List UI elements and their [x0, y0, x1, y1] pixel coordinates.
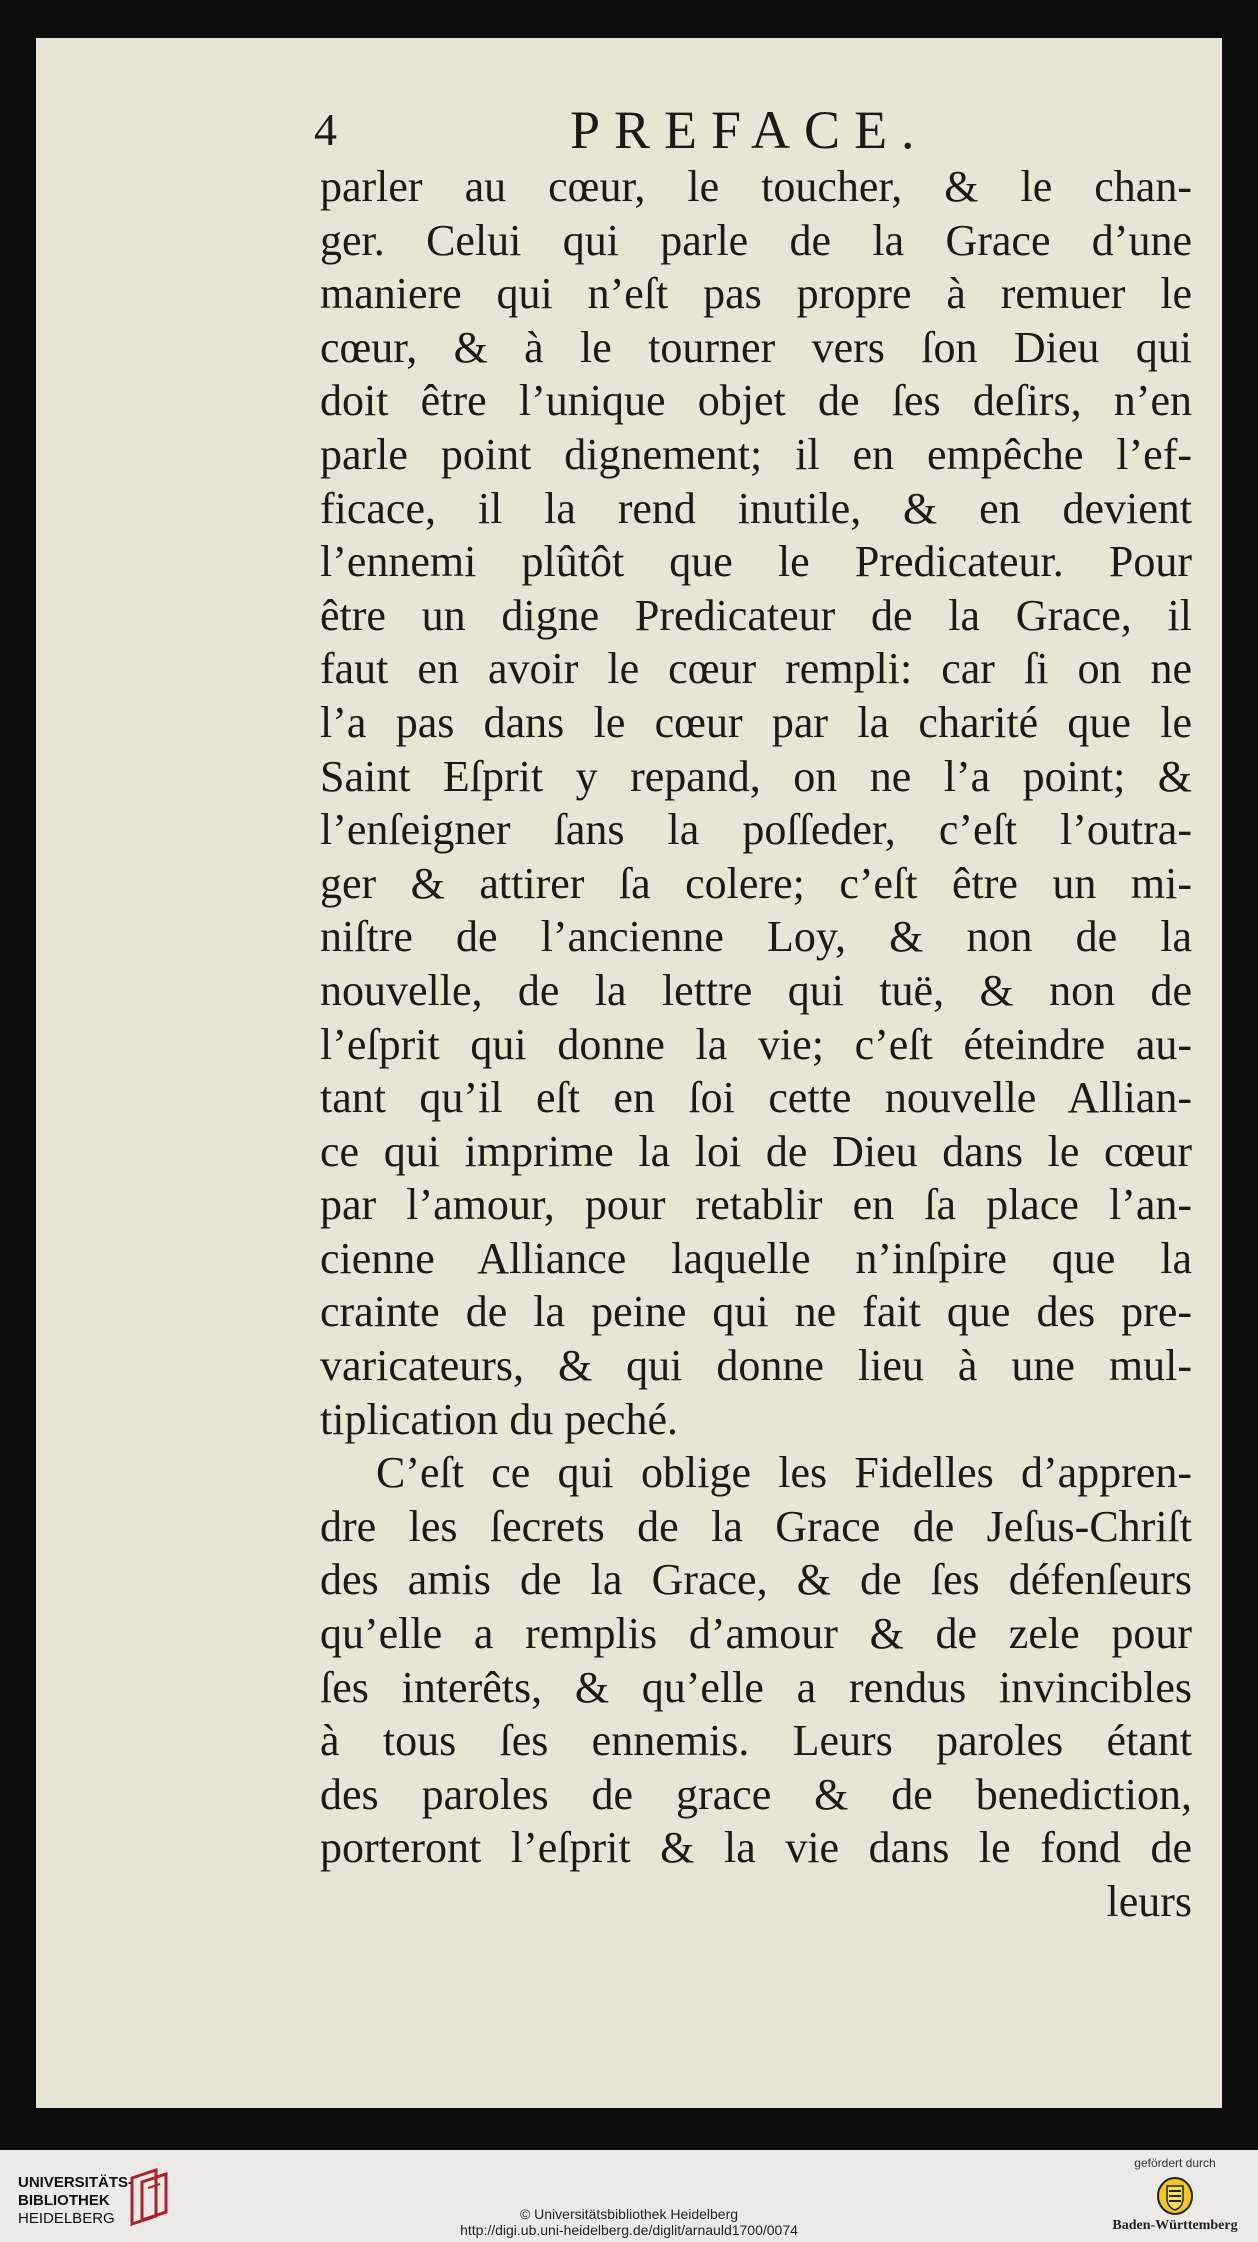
body-text [320, 160, 1192, 1929]
text-line: tiplication du peché. [320, 1394, 678, 1444]
text-line: doit être l’unique objet de ſes deſirs, n’en [320, 376, 1192, 426]
book-page [36, 38, 1222, 2108]
catchword: leurs [1106, 1877, 1192, 1926]
library-name-line: UNIVERSITÄTS- [18, 2174, 134, 2191]
text-line: ſes interêts, & qu’elle a rendus invincibles [320, 1662, 1192, 1712]
text-line: être un digne Predicateur de la Grace, il [320, 590, 1192, 640]
text-line: ficace, il la rend inutile, & en devient [320, 483, 1192, 533]
text-line: ger & attirer ſa colere; c’eſt être un mi- [320, 858, 1192, 908]
text-line: nouvelle, de la lettre qui tuë, & non de [320, 965, 1192, 1015]
text-line: C’eſt ce qui oblige les Fidelles d’appren- [376, 1448, 1192, 1498]
text-line: varicateurs, & qui donne lieu à une mul- [320, 1341, 1192, 1391]
text-line: parler au cœur, le toucher, & le chan- [320, 162, 1192, 211]
text-line: tant qu’il eſt en ſoi cette nouvelle Allian- [320, 1073, 1192, 1123]
text-line: qu’elle a remplis d’amour & de zele pour [320, 1609, 1192, 1659]
text-line: porteront l’eſprit & la vie dans le fond de [320, 1823, 1192, 1873]
footer [0, 2150, 1258, 2242]
permalink-url[interactable]: http://digi.ub.uni-heidelberg.de/diglit/arnauld1700/0074 [460, 2222, 798, 2238]
text-line: l’enſeigner ſans la poſſeder, c’eſt l’outra- [320, 805, 1192, 855]
text-line: ger. Celui qui parle de la Grace d’une [320, 215, 1192, 265]
library-name-line: HEIDELBERG [18, 2210, 115, 2227]
library-name-line: BIBLIOTHEK [18, 2192, 110, 2209]
text-line: l’eſprit qui donne la vie; c’eſt éteindre au- [320, 1019, 1192, 1069]
text-line: cienne Alliance laquelle n’inſpire que la [320, 1233, 1192, 1283]
text-line: des paroles de grace & de benediction, [320, 1769, 1192, 1819]
text-line: maniere qui n’eſt pas propre à remuer le [320, 269, 1192, 319]
funder-label: gefördert durch [1134, 2156, 1216, 2170]
page-number: 4 [314, 104, 337, 155]
text-line: cœur, & à le tourner vers ſon Dieu qui [320, 322, 1192, 372]
text-line: dre les ſecrets de la Grace de Jeſus-Chriſt [320, 1501, 1192, 1551]
text-line: des amis de la Grace, & de ſes défenſeurs [320, 1555, 1192, 1605]
funder-block [1110, 2156, 1240, 2234]
text-line: faut en avoir le cœur rempli: car ſi on ne [320, 644, 1192, 694]
state-crest-icon [1155, 2176, 1195, 2216]
text-line: l’ennemi plûtôt que le Predicateur. Pour [320, 537, 1192, 587]
text-line: par l’amour, pour retablir en ſa place l’an- [320, 1180, 1192, 1230]
text-line: à tous ſes ennemis. Leurs paroles étant [320, 1716, 1192, 1766]
text-line: crainte de la peine qui ne fait que des pre- [320, 1287, 1192, 1337]
text-line: Saint Eſprit y repand, on ne l’a point; & [320, 751, 1192, 801]
text-line: l’a pas dans le cœur par la charité que le [320, 697, 1192, 747]
funder-name: Baden-Württemberg [1112, 2218, 1238, 2233]
text-line: ce qui imprime la loi de Dieu dans le cœur [320, 1126, 1192, 1176]
copyright-notice: © Universitätsbibliothek Heidelberg [519, 2206, 739, 2222]
running-title: PREFACE. [570, 100, 929, 160]
text-line: niſtre de l’ancienne Loy, & non de la [320, 912, 1192, 962]
text-line: parle point dignement; il en empêche l’ef- [320, 429, 1192, 479]
